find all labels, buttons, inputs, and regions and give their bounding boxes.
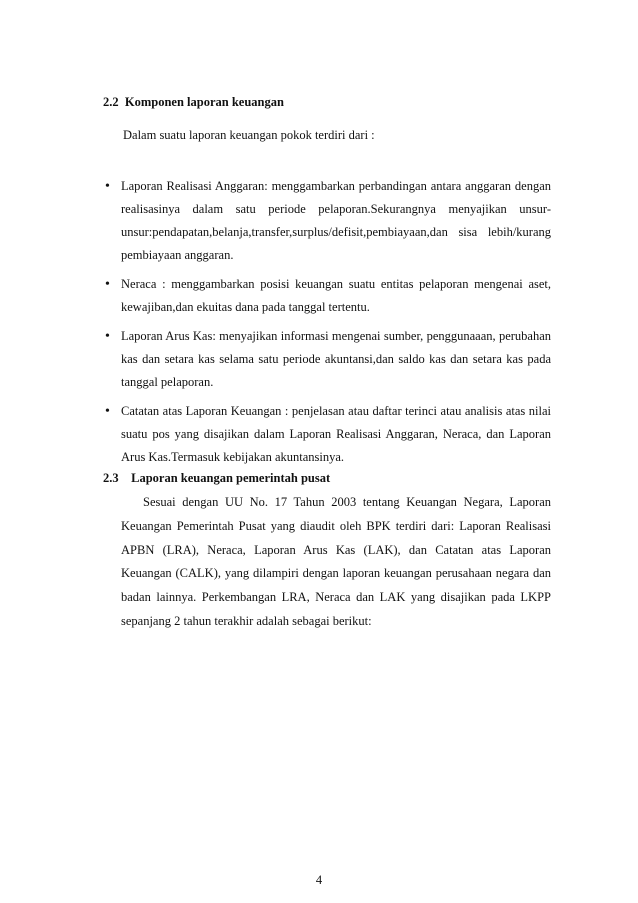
list-item-text: Catatan atas Laporan Keuangan : penjelasan atau daftar terinci atau analisis atas nilai suatu pos yang disajikan dalam Laporan Realisasi Anggaran, Neraca, dan Laporan Arus Kas.Termasuk kebijakan akuntansinya.	[121, 404, 551, 464]
page-number: 4	[315, 873, 323, 887]
list-item	[105, 325, 551, 394]
section-2-3-title: Laporan keuangan pemerintah pusat	[131, 471, 331, 485]
component-list	[105, 175, 551, 475]
section-2-3-heading	[103, 471, 330, 486]
section-2-3-paragraph: Sesuai dengan UU No. 17 Tahun 2003 tentang Keuangan Negara, Laporan Keuangan Pemerintah Pusat yang diaudit oleh BPK terdiri dari: Laporan Realisasi APBN (LRA), Neraca, Laporan Arus Kas (LAK), dan Catatan atas Laporan Keuangan (CALK), yang dilampiri dengan laporan keuangan perusahaan negara dan badan lainnya. Perkembangan LRA, Neraca dan LAK yang disajikan pada LKPP sepanjang 2 tahun terakhir adalah sebagai berikut:	[121, 495, 551, 628]
list-item-text: Laporan Arus Kas: menyajikan informasi mengenai sumber, penggunaaan, perubahan kas dan setara kas selama satu periode akuntansi,dan saldo kas dan setara kas pada tanggal pelaporan.	[121, 329, 551, 389]
section-2-2-heading	[103, 95, 284, 110]
bullet-icon: •	[105, 179, 110, 194]
bullet-icon: •	[105, 404, 110, 419]
section-2-2-title: Komponen laporan keuangan	[124, 95, 284, 109]
list-item-text: Laporan Realisasi Anggaran: menggambarkan perbandingan antara anggaran dengan realisasinya dalam satu periode pelaporan.Sekurangnya menyajikan unsur-unsur:pendapatan,belanja,transfer,surplus/defisit,pembiayaan,dan sisa lebih/kurang pembiayaan anggaran.	[121, 179, 551, 262]
section-2-3-number: 2.3	[103, 471, 119, 485]
section-2-2-number: 2.2	[103, 95, 119, 109]
bullet-icon: •	[105, 329, 110, 344]
list-item	[105, 175, 551, 267]
list-item	[105, 400, 551, 469]
section-2-2-intro: Dalam suatu laporan keuangan pokok terdiri dari :	[123, 128, 375, 142]
bullet-icon: •	[105, 277, 110, 292]
list-item	[105, 273, 551, 319]
list-item-text: Neraca : menggambarkan posisi keuangan suatu entitas pelaporan mengenai aset, kewajiban,dan ekuitas dana pada tanggal tertentu.	[121, 277, 551, 314]
